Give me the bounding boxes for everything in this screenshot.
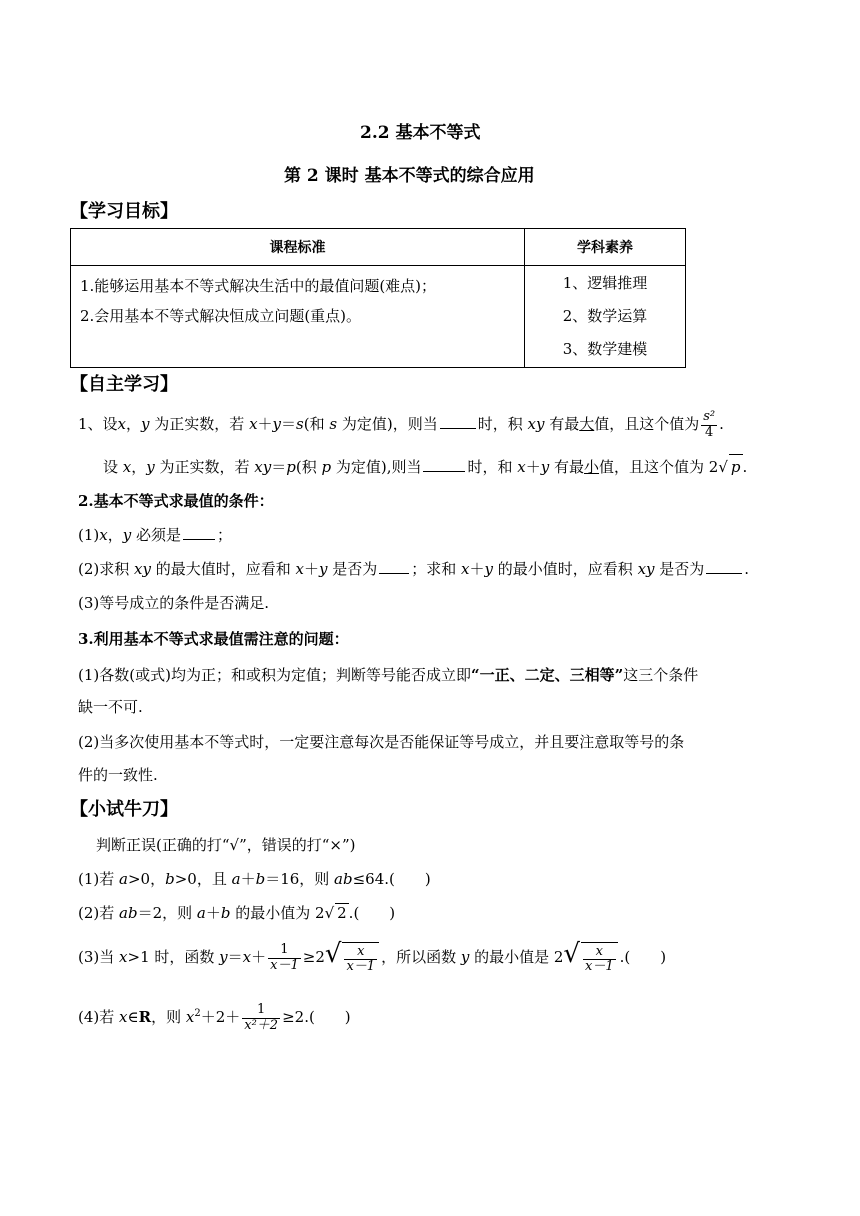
answer-blank[interactable] <box>379 558 409 574</box>
notes-heading: 3.利用基本不等式求最值需注意的问题： <box>78 630 349 648</box>
practice-question-4: (4)若 x∈R，则 $x^2+2+$ $\frac{1}{\text{x²＋2}}$ ≥2.( ) <box>78 1002 351 1033</box>
condition-1: (1)x，y 必须是 ； <box>78 526 233 544</box>
section-goals-heading: 【学习目标】 <box>70 201 178 222</box>
note-2-line-2: 件的一致性. <box>78 766 158 784</box>
page-title: 2.2 基本不等式 <box>360 123 481 143</box>
practice-question-1: (1)若 a>0，b>0，且 a＋b＝16，则 ab≤64.( ) <box>78 870 431 888</box>
practice-question-2: (2)若 ab＝2，则 a＋b 的最小值为 2√ 2 .( ) <box>78 904 396 922</box>
self-study-line-2: 设 x，y 为正实数，若 xy＝p(积 p 为定值),则当 时，和 x＋y 有最小值，且这个值为 2√ p . <box>103 454 747 479</box>
practice-intro: 判断正误(正确的打“√”，错误的打“×”) <box>96 836 356 854</box>
answer-blank[interactable] <box>440 413 476 429</box>
standard-item: 2.会用基本不等式解决恒成立问题(重点)。 <box>80 307 362 325</box>
answer-blank[interactable] <box>423 456 465 472</box>
note-1-line-1: (1)各数(或式)均为正；和或积为定值；判断等号能否成立即“一正、二定、三相等”这三个条件 <box>78 666 699 684</box>
note-2-line-1: (2)当多次使用基本不等式时，一定要注意每次是否能保证等号成立，并且要注意取等号的条 <box>78 733 685 751</box>
goals-col-standards-header: 课程标准 <box>71 229 525 266</box>
goals-competencies-cell <box>525 266 686 368</box>
sqrt-fraction: $\frac{x}{x-1}$ <box>581 942 618 975</box>
competency-item: 3、数学建模 <box>562 340 648 358</box>
sqrt-fraction: $\frac{x}{x-1}$ <box>342 942 379 975</box>
self-study-line-1: 1、设x，y 为正实数，若 x＋y＝s(和 s 为定值)，则当 时，积 xy 有最大值，且这个值为 $\frac{\text{s²}}{4}$ . <box>78 409 724 440</box>
standard-item: 1.能够运用基本不等式解决生活中的最值问题(难点)； <box>80 277 437 295</box>
answer-blank[interactable] <box>183 524 215 540</box>
answer-blank[interactable] <box>706 558 742 574</box>
goals-standards-cell <box>71 266 525 368</box>
section-self-study-heading: 【自主学习】 <box>70 374 178 395</box>
practice-question-3: (3)当 x>1 时，函数 y＝x＋ $\frac{1}{x-1}$ ≥2√ $\frac{x}{x-1}$ ，所以函数 y 的最小值是 2√ $\frac{x}{x-1}$ .( ) <box>78 939 667 974</box>
condition-3: (3)等号成立的条件是否满足. <box>78 594 270 612</box>
goals-table <box>70 228 686 368</box>
fraction: $\frac{\text{s²}}{4}$ <box>703 409 716 440</box>
competency-item: 1、逻辑推理 <box>562 274 648 292</box>
goals-col-competencies-header: 学科素养 <box>525 229 686 266</box>
section-practice-heading: 【小试牛刀】 <box>70 799 178 820</box>
note-1-line-2: 缺一不可. <box>78 698 143 716</box>
page-subtitle: 第 2 课时 基本不等式的综合应用 <box>284 166 535 186</box>
condition-2: (2)求积 xy 的最大值时，应看和 x＋y 是否为 ；求和 x＋y 的最小值时，应看积 xy 是否为 . <box>78 560 750 578</box>
fraction: $\frac{1}{\text{x²＋2}}$ <box>244 1002 279 1033</box>
competency-item: 2、数学运算 <box>562 307 648 325</box>
fraction: $\frac{1}{x-1}$ <box>270 942 299 973</box>
conditions-heading: 2.基本不等式求最值的条件： <box>78 492 274 510</box>
